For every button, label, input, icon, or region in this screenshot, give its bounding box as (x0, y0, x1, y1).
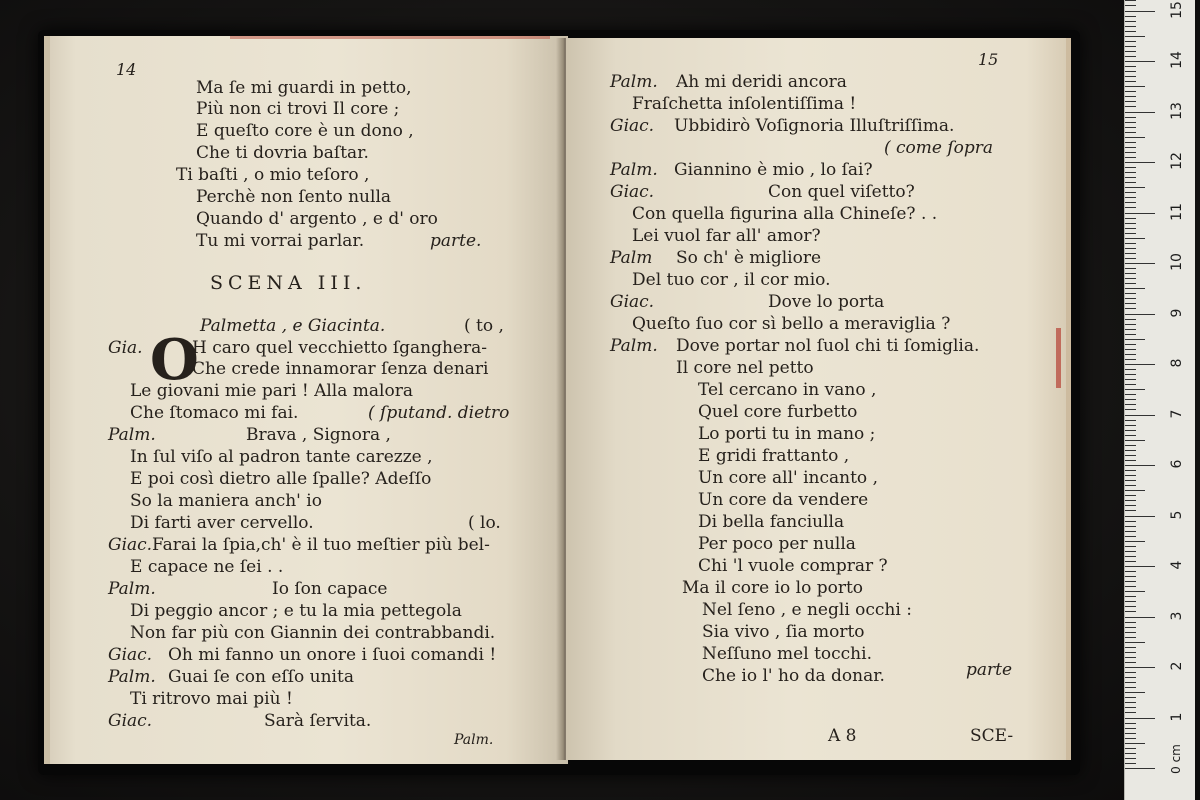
ruler-tick (1125, 425, 1136, 426)
ruler-tick (1125, 677, 1136, 678)
dialogue-line: E capace ne ſei . . (130, 557, 284, 577)
ruler-tick (1125, 268, 1136, 269)
ruler-tick (1125, 687, 1136, 688)
stage-direction: ( to , (464, 316, 504, 336)
ruler-number: 8 (1169, 358, 1185, 368)
dialogue-line: Giannino è mio , lo ſai? (674, 160, 873, 180)
ruler-tick (1125, 490, 1145, 491)
ruler-tick (1125, 758, 1136, 759)
dialogue-line: Con quella figurina alla Chineſe? . . (632, 204, 938, 224)
ruler-tick (1125, 137, 1145, 138)
verse-line: Ti baſti , o mio teſoro , (176, 165, 370, 185)
aria-line: Per poco per nulla (698, 534, 856, 554)
ruler-tick (1125, 389, 1145, 390)
ruler-tick (1125, 596, 1136, 597)
ruler-tick (1125, 177, 1136, 178)
ruler-tick (1125, 460, 1136, 461)
dialogue-line: Le giovani mie pari ! Alla malora (130, 381, 413, 401)
verse-line: Perchè non ſento nulla (196, 187, 392, 207)
ruler-number: 6 (1169, 459, 1185, 469)
ruler-tick (1125, 349, 1136, 350)
ruler-tick (1125, 263, 1155, 264)
ruler-tick (1125, 147, 1136, 148)
ruler-tick (1125, 632, 1136, 633)
ruler-tick (1125, 81, 1136, 82)
ruler-number: 13 (1169, 101, 1185, 120)
ruler-tick (1125, 288, 1145, 289)
ruler-tick (1125, 303, 1136, 304)
ruler-tick (1125, 152, 1136, 153)
ruler-tick (1125, 561, 1136, 562)
ruler-tick (1125, 101, 1136, 102)
ruler-tick (1125, 41, 1136, 42)
ruler-number: 5 (1169, 510, 1185, 519)
red-edge-mark (44, 306, 49, 366)
ruler-tick (1125, 117, 1136, 118)
ruler-tick (1125, 339, 1145, 340)
catchword: Palm. (454, 732, 494, 748)
ruler-tick (1125, 71, 1136, 72)
ruler-tick (1125, 228, 1136, 229)
ruler-tick (1125, 364, 1155, 365)
ruler-tick (1125, 319, 1136, 320)
ruler-tick (1125, 96, 1136, 97)
ruler-tick (1125, 324, 1136, 325)
aria-line: E gridi frattanto , (698, 446, 850, 466)
ruler-tick (1125, 743, 1145, 744)
ruler-tick (1125, 586, 1136, 587)
speaker-label: Giac. (108, 711, 153, 731)
ruler-tick (1125, 197, 1136, 198)
ruler-tick (1125, 768, 1155, 769)
ruler-tick (1125, 404, 1136, 405)
dialogue-line: E poi così dietro alle ſpalle? Adeſſo (130, 469, 432, 489)
ruler-tick (1125, 480, 1136, 481)
dialogue-line: Ubbidirò Voſignoria Illuſtriſſima. (674, 116, 955, 136)
aria-line: Un core da vendere (698, 490, 869, 510)
dialogue-line: Fraſchetta inſolentiſſima ! (632, 94, 857, 114)
ruler-tick (1125, 566, 1155, 567)
speaker-label: Palm (610, 248, 653, 268)
aria-line: Che io l' ho da donar. (702, 666, 885, 686)
ruler-tick (1125, 202, 1136, 203)
dialogue-line: So la maniera anch' io (130, 491, 322, 511)
stage-direction: ( ſputand. dietro (368, 403, 510, 423)
dialogue-line: So ch' è migliore (676, 248, 822, 268)
ruler-number: 2 (1169, 661, 1185, 671)
verse-line: Quando d' argento , e d' oro (196, 209, 438, 229)
ruler-tick (1125, 283, 1136, 284)
measuring-ruler (1124, 0, 1195, 800)
ruler-tick (1125, 495, 1136, 496)
speaker-label: Palm. (610, 160, 658, 180)
ruler-tick (1125, 455, 1136, 456)
ruler-tick (1125, 384, 1136, 385)
ruler-tick (1125, 601, 1136, 602)
ruler-tick (1125, 51, 1136, 52)
dialogue-line: Lei vuol far all' amor? (632, 226, 821, 246)
ruler-tick (1125, 61, 1155, 62)
ruler-tick (1125, 207, 1136, 208)
ruler-tick (1125, 712, 1136, 713)
left-page (44, 36, 568, 764)
ruler-tick (1125, 733, 1136, 734)
ruler-tick (1125, 536, 1136, 537)
ruler-tick (1125, 243, 1136, 244)
ruler-tick (1125, 642, 1145, 643)
aria-line: Tel cercano in vano , (698, 380, 877, 400)
ruler-tick (1125, 606, 1136, 607)
red-top-edge (230, 36, 550, 39)
ruler-tick (1125, 697, 1136, 698)
ruler-tick (1125, 273, 1136, 274)
ruler-number: 11 (1169, 202, 1185, 221)
catchword: SCE- (970, 726, 1014, 746)
ruler-tick (1125, 748, 1136, 749)
ruler-tick (1125, 132, 1136, 133)
ruler-tick (1125, 5, 1136, 6)
dialogue-line: Queſto ſuo cor sì bello a meraviglia ? (632, 314, 951, 334)
ruler-tick (1125, 637, 1136, 638)
speaker-label: Gia. (108, 338, 143, 358)
verse-line: Più non ci trovi Il core ; (196, 99, 400, 119)
ruler-tick (1125, 106, 1136, 107)
scene-title: SCENA III. (210, 272, 367, 294)
ruler-tick (1125, 122, 1136, 123)
ruler-tick (1125, 258, 1136, 259)
ruler-tick (1125, 86, 1145, 87)
ruler-unit: 0 cm (1168, 744, 1183, 774)
ruler-tick (1125, 359, 1136, 360)
aria-line: Sia vivo , ſia morto (702, 622, 865, 642)
ruler-tick (1125, 192, 1136, 193)
ruler-number: 9 (1169, 308, 1185, 317)
ruler-tick (1125, 556, 1136, 557)
ruler-tick (1125, 470, 1136, 471)
ruler-tick (1125, 723, 1136, 724)
ruler-number: 12 (1169, 152, 1185, 170)
page-number-left: 14 (116, 60, 137, 79)
dialogue-line: In ſul viſo al padron tante carezze , (130, 447, 433, 467)
ruler-tick (1125, 505, 1136, 506)
speaker-label: Palm. (108, 667, 156, 687)
ruler-tick (1125, 278, 1136, 279)
dialogue-line: Di farti aver cervello. (130, 513, 314, 533)
ruler-tick (1125, 56, 1136, 57)
ruler-tick (1125, 91, 1136, 92)
ruler-tick (1125, 298, 1136, 299)
ruler-tick (1125, 576, 1136, 577)
dialogue-line: H caro quel vecchietto ſganghera- (192, 338, 487, 358)
ruler-tick (1125, 667, 1155, 668)
ruler-tick (1125, 465, 1155, 466)
ruler-tick (1125, 672, 1136, 673)
ruler-tick (1125, 591, 1145, 592)
ruler-tick (1125, 450, 1136, 451)
speaker-label: Palm. (610, 336, 658, 356)
page-number-right: 15 (978, 50, 999, 69)
signature-mark: A 8 (828, 726, 857, 746)
aria-line: Un core all' incanto , (698, 468, 878, 488)
ruler-tick (1125, 485, 1136, 486)
dialogue-line: Del tuo cor , il cor mio. (632, 270, 831, 290)
ruler-tick (1125, 354, 1136, 355)
dialogue-line: Sarà ſervita. (264, 711, 372, 731)
ruler-tick (1125, 531, 1136, 532)
dialogue-line: Dove portar nol ſuol chi ti ſomiglia. (676, 336, 980, 356)
scene-characters: Palmetta , e Giacinta. (200, 316, 386, 336)
ruler-tick (1125, 738, 1136, 739)
ruler-tick (1125, 510, 1136, 511)
red-edge-mark (1056, 328, 1061, 388)
speaker-label: Giac. (610, 116, 655, 136)
dialogue-line: Ah mi deridi ancora (676, 72, 847, 92)
stage-direction: parte (966, 660, 1013, 680)
ruler-tick (1125, 238, 1145, 239)
ruler-tick (1125, 394, 1136, 395)
ruler-tick (1125, 662, 1136, 663)
ruler-tick (1125, 26, 1136, 27)
verse-line: Tu mi vorrai parlar. (196, 231, 365, 251)
ruler-number: 7 (1169, 409, 1185, 418)
ruler-tick (1125, 233, 1136, 234)
ruler-tick (1125, 702, 1136, 703)
dialogue-line: Guai ſe con eſſo unita (168, 667, 354, 687)
ruler-tick (1125, 657, 1136, 658)
ruler-tick (1125, 76, 1136, 77)
verse-line: E queſto core è un dono , (196, 121, 414, 141)
dialogue-line: Brava , Signora , (246, 425, 391, 445)
dialogue-line: Che crede innamorar ſenza denari (192, 359, 489, 379)
dialogue-line: Con quel viſetto? (768, 182, 915, 202)
ruler-tick (1125, 753, 1136, 754)
dialogue-line: Ti ritrovo mai più ! (130, 689, 293, 709)
aria-line: Chi 'l vuole comprar ? (698, 556, 888, 576)
ruler-number: 3 (1169, 611, 1185, 620)
ruler-tick (1125, 445, 1136, 446)
dialogue-line: Di peggio ancor ; e tu la mia pettegola (130, 601, 462, 621)
ruler-tick (1125, 526, 1136, 527)
ruler-tick (1125, 248, 1136, 249)
ruler-tick (1125, 440, 1145, 441)
aria-line: Di bella fanciulla (698, 512, 845, 532)
speaker-label: Palm. (108, 579, 156, 599)
ruler-tick (1125, 399, 1136, 400)
ruler-tick (1125, 415, 1155, 416)
speaker-label: Giac. (108, 645, 153, 665)
ruler-tick (1125, 213, 1155, 214)
right-page (566, 38, 1071, 760)
ruler-tick (1125, 369, 1136, 370)
ruler-tick (1125, 647, 1136, 648)
ruler-tick (1125, 314, 1155, 315)
speaker-label: Palm. (108, 425, 156, 445)
ruler-tick (1125, 571, 1136, 572)
aria-line: Il core nel petto (676, 358, 814, 378)
aria-line: Ma il core io lo porto (682, 578, 864, 598)
ruler-number: 15 (1169, 0, 1185, 19)
ruler-tick (1125, 187, 1145, 188)
ruler-tick (1125, 611, 1136, 612)
speaker-label: Giac. (610, 292, 655, 312)
ruler-tick (1125, 521, 1136, 522)
ruler-tick (1125, 622, 1136, 623)
ruler-tick (1125, 11, 1155, 12)
ruler-tick (1125, 420, 1136, 421)
ruler-number: 4 (1169, 560, 1185, 570)
ruler-tick (1125, 21, 1136, 22)
ruler-tick (1125, 112, 1155, 113)
ruler-tick (1125, 31, 1136, 32)
aria-line: Quel core furbetto (698, 402, 858, 422)
aria-line: Lo porti tu in mano ; (698, 424, 876, 444)
ruler-tick (1125, 763, 1136, 764)
ruler-tick (1125, 293, 1136, 294)
dialogue-line: Che ſtomaco mi fai. (130, 403, 299, 423)
stage-direction: ( come ſopra (884, 138, 994, 158)
ruler-tick (1125, 516, 1155, 517)
ruler-tick (1125, 541, 1145, 542)
ruler-tick (1125, 162, 1155, 163)
ruler-tick (1125, 682, 1136, 683)
ruler-tick (1125, 46, 1136, 47)
ruler-number: 1 (1169, 712, 1185, 721)
ruler-tick (1125, 707, 1136, 708)
ruler-tick (1125, 728, 1136, 729)
ruler-tick (1125, 253, 1136, 254)
stage-direction: parte. (430, 231, 482, 251)
ruler-tick (1125, 142, 1136, 143)
ruler-tick (1125, 546, 1136, 547)
ruler-tick (1125, 167, 1136, 168)
speaker-label: Giac. (610, 182, 655, 202)
ruler-tick (1125, 374, 1136, 375)
ruler-tick (1125, 16, 1136, 17)
ruler-tick (1125, 652, 1136, 653)
dialogue-line: Dove lo porta (768, 292, 885, 312)
ruler-tick (1125, 172, 1136, 173)
aria-line: Nel ſeno , e negli occhi : (702, 600, 912, 620)
ruler-tick (1125, 334, 1136, 335)
ruler-tick (1125, 66, 1136, 67)
ruler-tick (1125, 182, 1136, 183)
ruler-tick (1125, 308, 1136, 309)
aria-line: Neſſuno mel tocchi. (702, 644, 872, 664)
ruler-tick (1125, 692, 1145, 693)
ruler-tick (1125, 718, 1155, 719)
ruler-tick (1125, 344, 1136, 345)
ruler-tick (1125, 218, 1136, 219)
ruler-tick (1125, 435, 1136, 436)
ruler-tick (1125, 500, 1136, 501)
ruler-tick (1125, 581, 1136, 582)
ruler-tick (1125, 409, 1136, 410)
dialogue-line: Io ſon capace (272, 579, 388, 599)
speaker-label: Palm. (610, 72, 658, 92)
ruler-tick (1125, 379, 1136, 380)
ruler-number: 10 (1169, 253, 1185, 271)
ruler-number: 14 (1169, 51, 1185, 69)
speaker-label: Giac. (108, 535, 153, 555)
verse-line: Che ti dovria baſtar. (196, 143, 369, 163)
ruler-tick (1125, 0, 1136, 1)
dialogue-line: Farai la ſpia,ch' è il tuo meſtier più bel- (152, 535, 490, 555)
ruler-tick (1125, 157, 1136, 158)
stage-direction: ( lo. (468, 513, 501, 533)
ruler-tick (1125, 475, 1136, 476)
ruler-tick (1125, 329, 1136, 330)
ruler-tick (1125, 36, 1145, 37)
dialogue-line: Non far più con Giannin dei contrabbandi. (130, 623, 496, 643)
ruler-tick (1125, 617, 1155, 618)
verse-line: Ma ſe mi guardi in petto, (196, 78, 412, 98)
ruler-tick (1125, 551, 1136, 552)
ruler-tick (1125, 430, 1136, 431)
dialogue-line: Oh mi fanno un onore i ſuoi comandi ! (168, 645, 497, 665)
ruler-tick (1125, 223, 1136, 224)
ruler-tick (1125, 127, 1136, 128)
ruler-tick (1125, 627, 1136, 628)
drop-capital: O (150, 327, 199, 393)
